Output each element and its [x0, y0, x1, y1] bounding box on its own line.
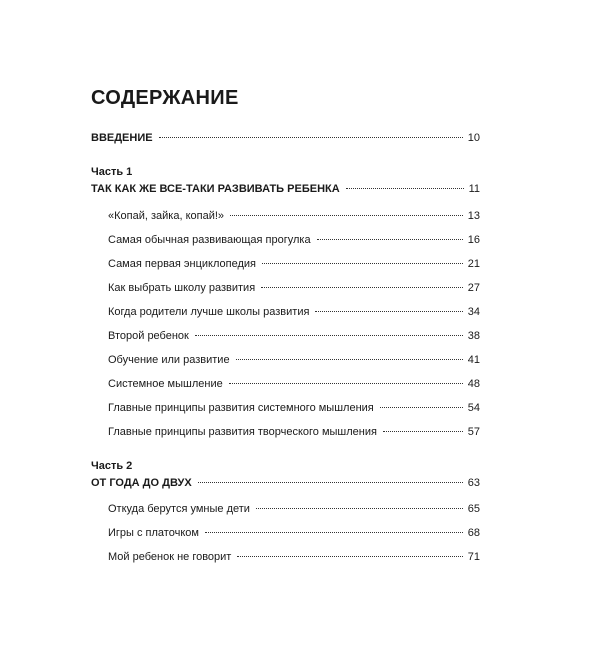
toc-entry-label: Откуда берутся умные дети	[108, 503, 250, 515]
dot-leader	[237, 555, 462, 557]
page-title: СОДЕРЖАНИЕ	[91, 87, 239, 109]
toc-entry-page: 21	[467, 258, 480, 270]
toc-entry-label: Системное мышление	[108, 378, 223, 390]
toc-entry-label: Самая первая энциклопедия	[108, 258, 257, 270]
toc-entry	[108, 280, 480, 296]
dot-leader	[380, 406, 463, 408]
dot-leader	[315, 310, 462, 312]
toc-entry-page: 27	[467, 282, 480, 294]
dot-leader	[205, 531, 463, 533]
part-label: Часть 2	[91, 460, 133, 472]
toc-entry	[108, 352, 480, 368]
dot-leader	[198, 481, 463, 483]
toc-entry-label: Самая обычная развивающая прогулка	[108, 234, 311, 246]
toc-entry-page: 71	[467, 551, 480, 563]
toc-entry	[108, 232, 480, 248]
toc-entry-label: ТАК КАК ЖЕ ВСЕ-ТАКИ РАЗВИВАТЬ РЕБЕНКА	[91, 183, 340, 195]
dot-leader	[261, 286, 463, 288]
toc-entry-page: 57	[467, 426, 480, 438]
dot-leader	[262, 262, 463, 264]
toc-entry-page: 63	[467, 477, 480, 489]
toc-entry-label: Как выбрать школу развития	[108, 282, 256, 294]
toc-entry	[108, 501, 480, 517]
dot-leader	[159, 136, 463, 138]
toc-entry-label: Игры с платочком	[108, 527, 199, 539]
toc-entry-label: Когда родители лучше школы развития	[108, 306, 310, 318]
toc-entry-label: Мой ребенок не говорит	[108, 551, 232, 563]
toc-entry-page: 34	[467, 306, 480, 318]
dot-leader	[346, 187, 464, 189]
toc-entry-page: 41	[467, 354, 480, 366]
toc-entry	[108, 256, 480, 272]
toc-entry-label: Второй ребенок	[108, 330, 189, 342]
toc-entry	[108, 304, 480, 320]
toc-entry-page: 48	[467, 378, 480, 390]
toc-entry-page: 54	[467, 402, 480, 414]
part-label: Часть 1	[91, 166, 133, 178]
toc-entry	[108, 328, 480, 344]
toc-entry	[108, 376, 480, 392]
dot-leader	[195, 334, 463, 336]
toc-entry-label: Обучение или развитие	[108, 354, 230, 366]
dot-leader	[229, 382, 463, 384]
toc-entry-label: Главные принципы развития системного мышления	[108, 402, 374, 414]
toc-entry	[108, 208, 480, 224]
dot-leader	[256, 507, 463, 509]
toc-entry-page: 11	[468, 183, 480, 195]
toc-entry	[108, 549, 480, 565]
toc-entry	[108, 525, 480, 541]
toc-entry-page: 68	[467, 527, 480, 539]
toc-part-heading	[91, 475, 480, 491]
toc-part-heading	[91, 181, 480, 197]
dot-leader	[230, 214, 463, 216]
toc-entry-intro	[91, 130, 480, 146]
toc-entry-page: 16	[467, 234, 480, 246]
dot-leader	[236, 358, 463, 360]
toc-entry	[108, 400, 480, 416]
toc-entry-page: 13	[467, 210, 480, 222]
toc-entry-label: Главные принципы развития творческого мышления	[108, 426, 377, 438]
toc-entry-page: 38	[467, 330, 480, 342]
toc-entry-label: ОТ ГОДА ДО ДВУХ	[91, 477, 192, 489]
toc-entry	[108, 424, 480, 440]
toc-entry-page: 65	[467, 503, 480, 515]
dot-leader	[317, 238, 463, 240]
dot-leader	[383, 430, 463, 432]
toc-entry-label: ВВЕДЕНИЕ	[91, 132, 153, 144]
toc-entry-label: «Копай, зайка, копай!»	[108, 210, 225, 222]
toc-entry-page: 10	[467, 132, 480, 144]
